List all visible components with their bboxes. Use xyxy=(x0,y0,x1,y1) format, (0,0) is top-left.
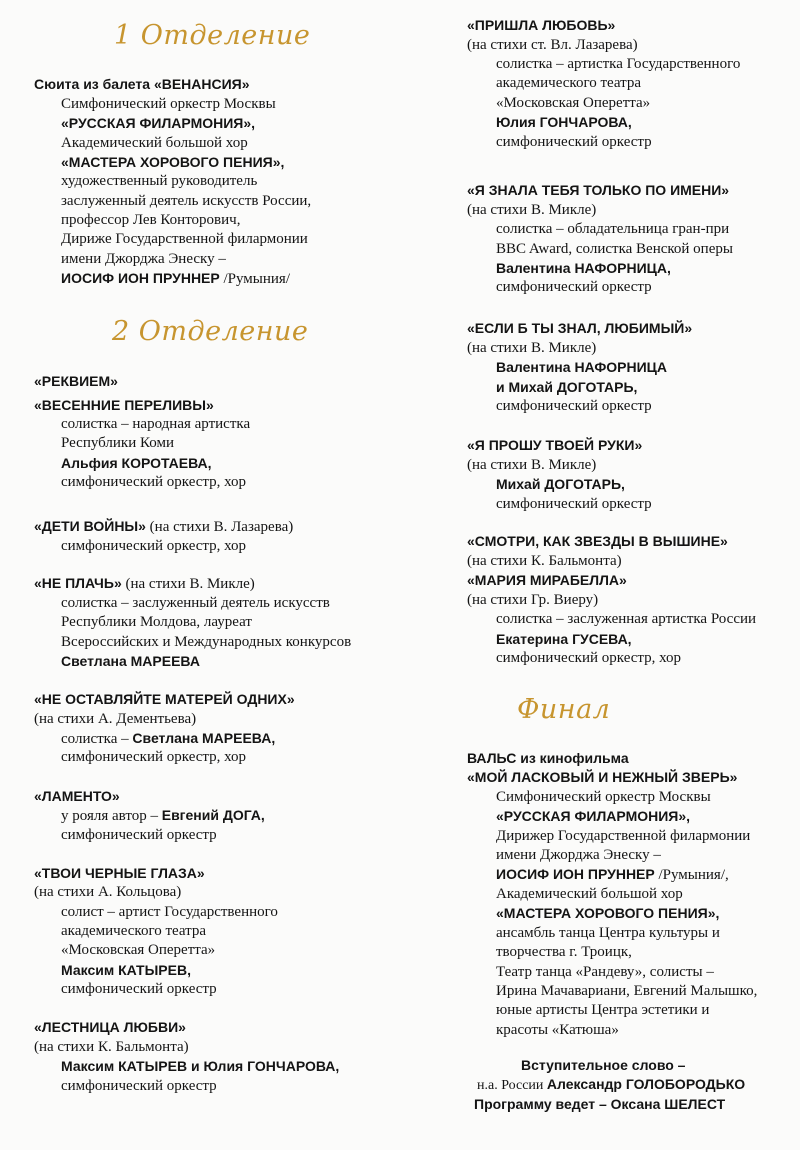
item-stars-line1: солистка – заслуженная артистка России xyxy=(496,611,757,627)
item-hand-performer: Михай ДОГОТАРЬ, xyxy=(496,476,625,492)
item-maria-title: «МАРИЯ МИРАБЕЛЛА» xyxy=(467,572,627,588)
s1-line-7: Дириже Государственной филармонии xyxy=(61,231,308,247)
item-children-title: «ДЕТИ ВОЙНЫ» (на стихи В. Лазарева) xyxy=(34,518,294,535)
item-knew-line3: симфонический оркестр xyxy=(496,279,652,295)
finale-line2: «РУССКАЯ ФИЛАРМОНИЯ», xyxy=(496,808,691,824)
closing-speaker: н.а. России Александр ГОЛОБОРОДЬКО xyxy=(477,1076,746,1093)
item-mothers-line2: симфонический оркестр, хор xyxy=(61,749,247,765)
finale-conductor: ИОСИФ ИОН ПРУННЕР /Румыния/, xyxy=(496,866,729,883)
finale-line6: «МАСТЕРА ХОРОВОГО ПЕНИЯ», xyxy=(496,905,720,921)
finale-line3: Дирижер Государственной филармонии xyxy=(496,828,751,844)
item-spring-line3: симфонический оркестр, хор xyxy=(61,474,247,490)
item-lamento-line2: симфонический оркестр xyxy=(61,827,217,843)
item-spring-line1: солистка – народная артистка xyxy=(61,416,251,432)
finale-title-a: ВАЛЬС из кинофильма xyxy=(467,750,629,766)
s1-line-2: Академический большой хор xyxy=(61,135,248,151)
item-ifyouknew-performer2: и Михай ДОГОТАРЬ, xyxy=(496,379,638,395)
item-stars-note: (на стихи К. Бальмонта) xyxy=(467,553,622,569)
item-knew-note: (на стихи В. Микле) xyxy=(467,202,597,218)
suite-title: «ВЕНАНСИЯ» xyxy=(153,76,250,92)
item-love-note: (на стихи ст. Вл. Лазарева) xyxy=(467,37,638,53)
item-love-performer: Юлия ГОНЧАРОВА, xyxy=(496,114,632,130)
item-maria-note: (на стихи Гр. Виеру) xyxy=(467,592,599,608)
finale-line10: Ирина Мачавариани, Евгений Малышко, xyxy=(496,983,758,999)
item-ifyouknew-line1: симфонический оркестр xyxy=(496,398,652,414)
item-spring-line2: Республики Коми xyxy=(61,435,174,451)
item-knew-performer: Валентина НАФОРНИЦА, xyxy=(496,260,671,276)
item-ladder-line1: симфонический оркестр xyxy=(61,1078,217,1094)
closing-intro: Вступительное слово – xyxy=(521,1057,686,1073)
item-eyes-line2: академического театра xyxy=(61,923,207,939)
item-dontcry-line3: Всероссийских и Международных конкурсов xyxy=(61,634,352,650)
item-love-line3: «Московская Оперетта» xyxy=(496,95,651,111)
item-hand-line1: симфонический оркестр xyxy=(496,496,652,512)
item-stars-line2: симфонический оркестр, хор xyxy=(496,650,682,666)
finale-line1: Симфонический оркестр Москвы xyxy=(496,789,711,805)
finale-line8: творчества г. Троицк, xyxy=(496,944,632,960)
item-love-line4: симфонический оркестр xyxy=(496,134,652,150)
item-spring-title: «ВЕСЕННИЕ ПЕРЕЛИВЫ» xyxy=(34,397,214,413)
item-eyes-performer: Максим КАТЫРЕВ, xyxy=(61,962,191,978)
finale-line11: юные артисты Центра эстетики и xyxy=(496,1002,710,1018)
item-mothers-line1: солистка – Светлана МАРЕЕВА, xyxy=(61,730,276,747)
item-ladder-note: (на стихи К. Бальмонта) xyxy=(34,1039,189,1055)
section1-heading: 1 Отделение xyxy=(114,20,311,51)
finale-line5: Академический большой хор xyxy=(496,886,683,902)
item-dontcry-line2: Республики Молдова, лауреат xyxy=(61,614,252,630)
finale-title-b: «МОЙ ЛАСКОВЫЙ И НЕЖНЫЙ ЗВЕРЬ» xyxy=(467,769,738,785)
item-dontcry-title: «НЕ ПЛАЧЬ» (на стихи В. Микле) xyxy=(34,575,255,592)
item-lamento-line1: у рояля автор – Евгений ДОГА, xyxy=(61,807,265,824)
item-knew-title: «Я ЗНАЛА ТЕБЯ ТОЛЬКО ПО ИМЕНИ» xyxy=(467,182,730,198)
s1-line-8: имени Джорджа Энеску – xyxy=(61,251,226,267)
finale-line7: ансамбль танца Центра культуры и xyxy=(496,925,720,941)
item-hand-note: (на стихи В. Микле) xyxy=(467,457,597,473)
item-ifyouknew-performer: Валентина НАФОРНИЦА xyxy=(496,359,668,375)
item-stars-performer: Екатерина ГУСЕВА, xyxy=(496,631,632,647)
item-eyes-line1: солист – артист Государственного xyxy=(61,904,278,920)
item-mothers-note: (на стихи А. Дементьева) xyxy=(34,711,197,727)
item-hand-title: «Я ПРОШУ ТВОЕЙ РУКИ» xyxy=(467,437,643,453)
finale-line9: Театр танца «Рандеву», солисты – xyxy=(496,964,714,980)
s1-line-4: художественный руководитель xyxy=(61,173,258,189)
item-ladder-title: «ЛЕСТНИЦА ЛЮБВИ» xyxy=(34,1019,186,1035)
s1-line-5: заслуженный деятель искусств России, xyxy=(61,193,312,209)
item-knew-line1: солистка – обладательница гран-при xyxy=(496,221,730,237)
item-dontcry-performer: Светлана МАРЕЕВА xyxy=(61,653,200,669)
s1-line-3: «МАСТЕРА ХОРОВОГО ПЕНИЯ», xyxy=(61,154,285,170)
item-ifyouknew-note: (на стихи В. Микле) xyxy=(467,340,597,356)
suite-line: Сюита из балета «ВЕНАНСИЯ» xyxy=(34,76,250,92)
item-children-line1: симфонический оркестр, хор xyxy=(61,538,247,554)
item-ifyouknew-title: «ЕСЛИ Б ТЫ ЗНАЛ, ЛЮБИМЫЙ» xyxy=(467,320,693,336)
item-eyes-line3: «Московская Оперетта» xyxy=(61,942,216,958)
s1-line-1: «РУССКАЯ ФИЛАРМОНИЯ», xyxy=(61,115,256,131)
item-love-title: «ПРИШЛА ЛЮБОВЬ» xyxy=(467,17,616,33)
closing-host: Программу ведет – Оксана ШЕЛЕСТ xyxy=(474,1096,726,1112)
s1-line-6: профессор Лев Конторович, xyxy=(61,212,241,228)
item-requiem-title: «РЕКВИЕМ» xyxy=(34,373,118,389)
finale-line4: имени Джорджа Энеску – xyxy=(496,847,661,863)
item-knew-line2: BBC Award, солистка Венской оперы xyxy=(496,241,733,257)
finale-line12: красоты «Катюша» xyxy=(496,1022,619,1038)
section2-heading: 2 Отделение xyxy=(112,316,309,347)
item-stars-title: «СМОТРИ, КАК ЗВЕЗДЫ В ВЫШИНЕ» xyxy=(467,533,728,549)
item-eyes-title: «ТВОИ ЧЕРНЫЕ ГЛАЗА» xyxy=(34,865,205,881)
s1-conductor-line: ИОСИФ ИОН ПРУННЕР /Румыния/ xyxy=(61,270,291,287)
item-love-line2: академического театра xyxy=(496,75,642,91)
s1-line-0: Симфонический оркестр Москвы xyxy=(61,96,276,112)
item-love-line1: солистка – артистка Государственного xyxy=(496,56,741,72)
item-mothers-title: «НЕ ОСТАВЛЯЙТЕ МАТЕРЕЙ ОДНИХ» xyxy=(34,691,295,707)
item-eyes-note: (на стихи А. Кольцова) xyxy=(34,884,182,900)
item-dontcry-line1: солистка – заслуженный деятель искусств xyxy=(61,595,330,611)
finale-heading: Финал xyxy=(517,694,611,725)
item-lamento-title: «ЛАМЕНТО» xyxy=(34,788,120,804)
item-spring-performer: Альфия КОРОТАЕВА, xyxy=(61,455,212,471)
item-eyes-line4: симфонический оркестр xyxy=(61,981,217,997)
item-ladder-performer: Максим КАТЫРЕВ и Юлия ГОНЧАРОВА, xyxy=(61,1058,340,1074)
